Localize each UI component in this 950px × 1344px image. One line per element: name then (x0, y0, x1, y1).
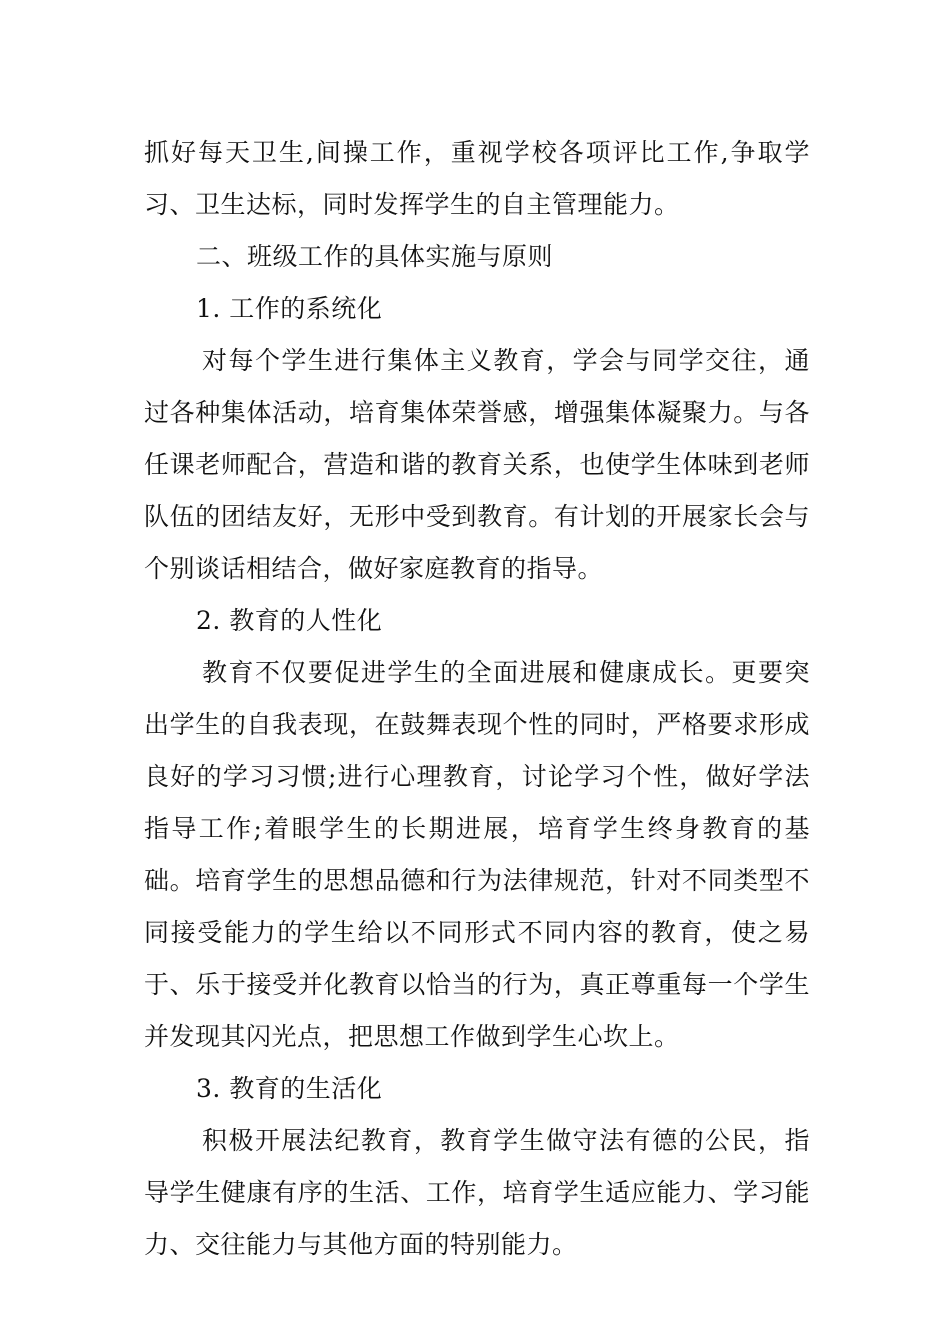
paragraph-collective-education: 对每个学生进行集体主义教育，学会与同学交往，通过各种集体活动，培育集体荣誉感，增强集体凝聚力。与各任课老师配合，营造和谐的教育关系，也使学生体味到老师队伍的团结友好，无形中受到教育。有计划的开展家长会与个别谈话相结合，做好家庭教育的指导。 (144, 346, 810, 583)
paragraph-hygiene-management: 抓好每天卫生,间操工作，重视学校各项评比工作,争取学习、卫生达标，同时发挥学生的自主管理能力。 (144, 138, 810, 219)
document-body (144, 127, 810, 1271)
subheading-systematization: 1. 工作的系统化 (196, 294, 383, 323)
paragraph-legal-education: 积极开展法纪教育，教育学生做守法有德的公民，指导学生健康有序的生活、工作，培育学生适应能力、学习能力、交往能力与其他方面的特别能力。 (144, 1126, 810, 1259)
paragraph-individual-development: 教育不仅要促进学生的全面进展和健康成长。更要突出学生的自我表现，在鼓舞表现个性的同时，严格要求形成良好的学习习惯;进行心理教育，讨论学习个性，做好学法指导工作;着眼学生的长期进展，培育学生终身教育的基础。培育学生的思想品德和行为法律规范，针对不同类型不同接受能力的学生给以不同形式不同内容的教育，使之易于、乐于接受并化教育以恰当的行为，真正尊重每一个学生并发现其闪光点，把思想工作做到学生心坎上。 (144, 658, 810, 1051)
subheading-humanization: 2. 教育的人性化 (196, 606, 383, 635)
subheading-life-orientation: 3. 教育的生活化 (196, 1074, 383, 1103)
section-heading-implementation: 二、班级工作的具体实施与原则 (196, 242, 554, 271)
